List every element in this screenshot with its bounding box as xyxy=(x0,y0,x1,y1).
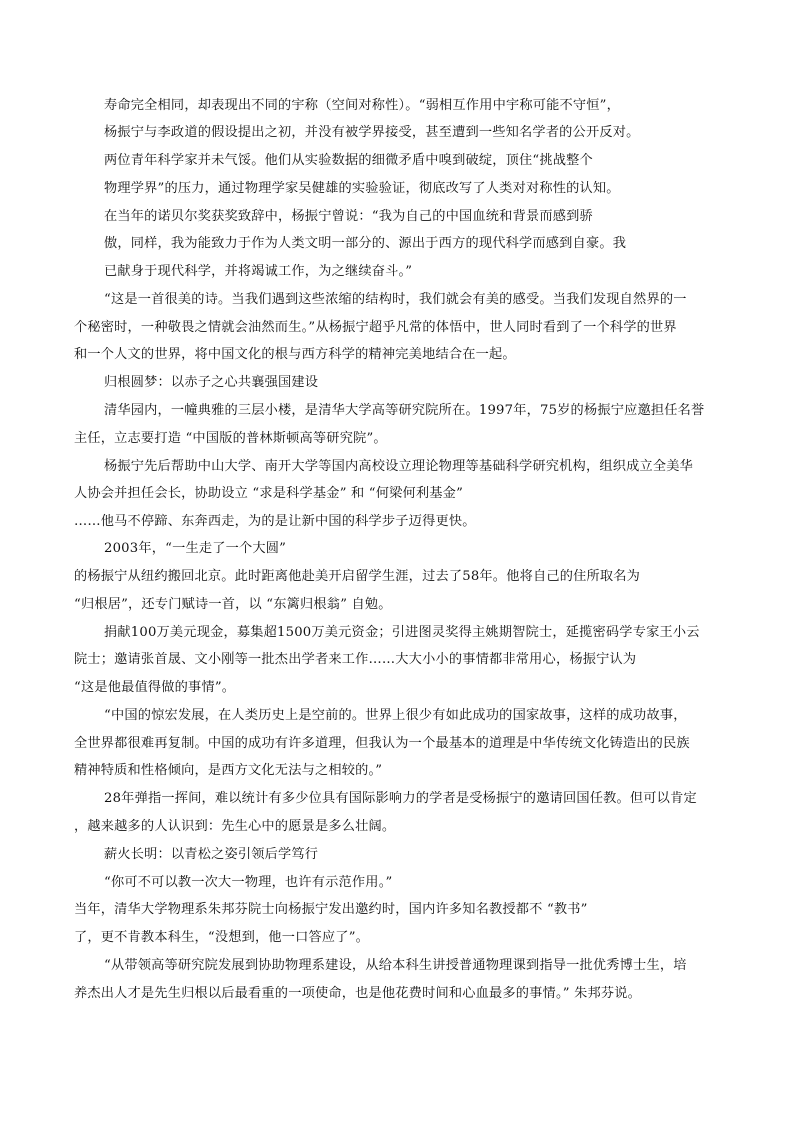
text-line: ……他马不停蹄、东奔西走，为的是让新中国的科学步子迈得更快。 xyxy=(74,514,476,529)
section-heading: 薪火长明：以青松之姿引领后学笃行 xyxy=(104,847,319,862)
text-line: 在当年的诺贝尔奖获奖致辞中，杨振宁曾说：“我为自己的中国血统和背景而感到骄 xyxy=(104,209,593,224)
text-line: 当年，清华大学物理系朱邦芬院士向杨振宁发出邀约时，国内许多知名教授都不 “教书” xyxy=(74,902,588,917)
text-line: 清华园内，一幢典雅的三层小楼，是清华大学高等研究院所在。1997年，75岁的杨振宁应邀担任名誉 xyxy=(104,403,705,418)
text-line: 全世界都很难再复制。中国的成功有许多道理，但我认为一个最基本的道理是中华传统文化铸造出的民族 xyxy=(74,736,690,751)
text-line: 杨振宁与李政道的假设提出之初，并没有被学界接受，甚至遭到一些知名学者的公开反对。 xyxy=(104,125,640,140)
text-line: “中国的惊宏发展，在人类历史上是空前的。世界上很少有如此成功的国家故事，这样的成功故事， xyxy=(104,708,687,723)
text-line: 杨振宁先后帮助中山大学、南开大学等国内高校设立理论物理等基础科学研究机构，组织成立全美华 xyxy=(104,459,694,474)
text-line: 傲，同样，我为能致力于作为人类文明一部分的、源出于西方的现代科学而感到自豪。我 xyxy=(104,236,627,251)
text-line: 捐献100万美元现金，募集超1500万美元资金；引进图灵奖得主姚期智院士，延揽密码学专家王小云 xyxy=(104,625,700,640)
text-line: ，越来越多的人认识到：先生心中的愿景是多么壮阔。 xyxy=(74,819,396,834)
text-line: “从带领高等研究院发展到协助物理系建设，从给本科生讲授普通物理课到指导一批优秀博士生，培 xyxy=(104,958,687,973)
text-line: 2003年，“一生走了一个大圆” xyxy=(104,541,287,556)
text-line: “这是一首很美的诗。当我们遇到这些浓缩的结构时，我们就会有美的感受。当我们发现自然界的一 xyxy=(104,292,687,307)
text-line: “你可不可以教一次大一物理，也许有示范作用。” xyxy=(104,875,393,890)
text-line: 物理学界”的压力，通过物理学家吴健雄的实验验证，彻底改写了人类对对称性的认知。 xyxy=(104,181,620,196)
text-line: 和一个人文的世界，将中国文化的根与西方科学的精神完美地结合在一起。 xyxy=(74,347,516,362)
text-line: 两位青年科学家并未气馁。他们从实验数据的细微矛盾中嗅到破绽，顶住“挑战整个 xyxy=(104,153,593,168)
text-line: 院士；邀请张首晟、文小刚等一批杰出学者来工作……大大小小的事情都非常用心，杨振宁认为 xyxy=(74,652,637,667)
text-line: 养杰出人才是先生归根以后最看重的一项使命，也是他花费时间和心血最多的事情。” 朱邦芬说。 xyxy=(74,986,642,1001)
text-line: 个秘密时，一种敬畏之情就会油然而生。”从杨振宁超乎凡常的体悟中，世人同时看到了一个科学的世界 xyxy=(74,320,677,335)
text-line: 已献身于现代科学，并将竭诚工作，为之继续奋斗。” xyxy=(104,264,413,279)
text-line: 了，更不肯教本科生，“没想到，他一口答应了”。 xyxy=(74,930,370,945)
text-line: 精神特质和性格倾向，是西方文化无法与之相较的。” xyxy=(74,763,383,778)
text-line: 寿命完全相同，却表现出不同的宇称（空间对称性）。“弱相互作用中宇称可能不守恒”， xyxy=(104,98,621,113)
text-line: 主任，立志要打造 “中国版的普林斯顿高等研究院”。 xyxy=(74,431,387,446)
text-line: 28年弹指一挥间，难以统计有多少位具有国际影响力的学者是受杨振宁的邀请回国任教。但可以肯定 xyxy=(104,791,697,806)
text-line: 的杨振宁从纽约搬回北京。此时距离他赴美开启留学生涯，过去了58年。他将自己的住所取名为 xyxy=(74,569,641,584)
section-heading: 归根圆梦：以赤子之心共襄强国建设 xyxy=(104,375,319,390)
text-line: 人协会并担任会长，协助设立 “求是科学基金” 和 “何梁何利基金” xyxy=(74,486,464,501)
text-line: “归根居”，还专门赋诗一首，以 “东篱归根翁” 自勉。 xyxy=(74,597,392,612)
text-line: “这是他最值得做的事情”。 xyxy=(74,680,236,695)
